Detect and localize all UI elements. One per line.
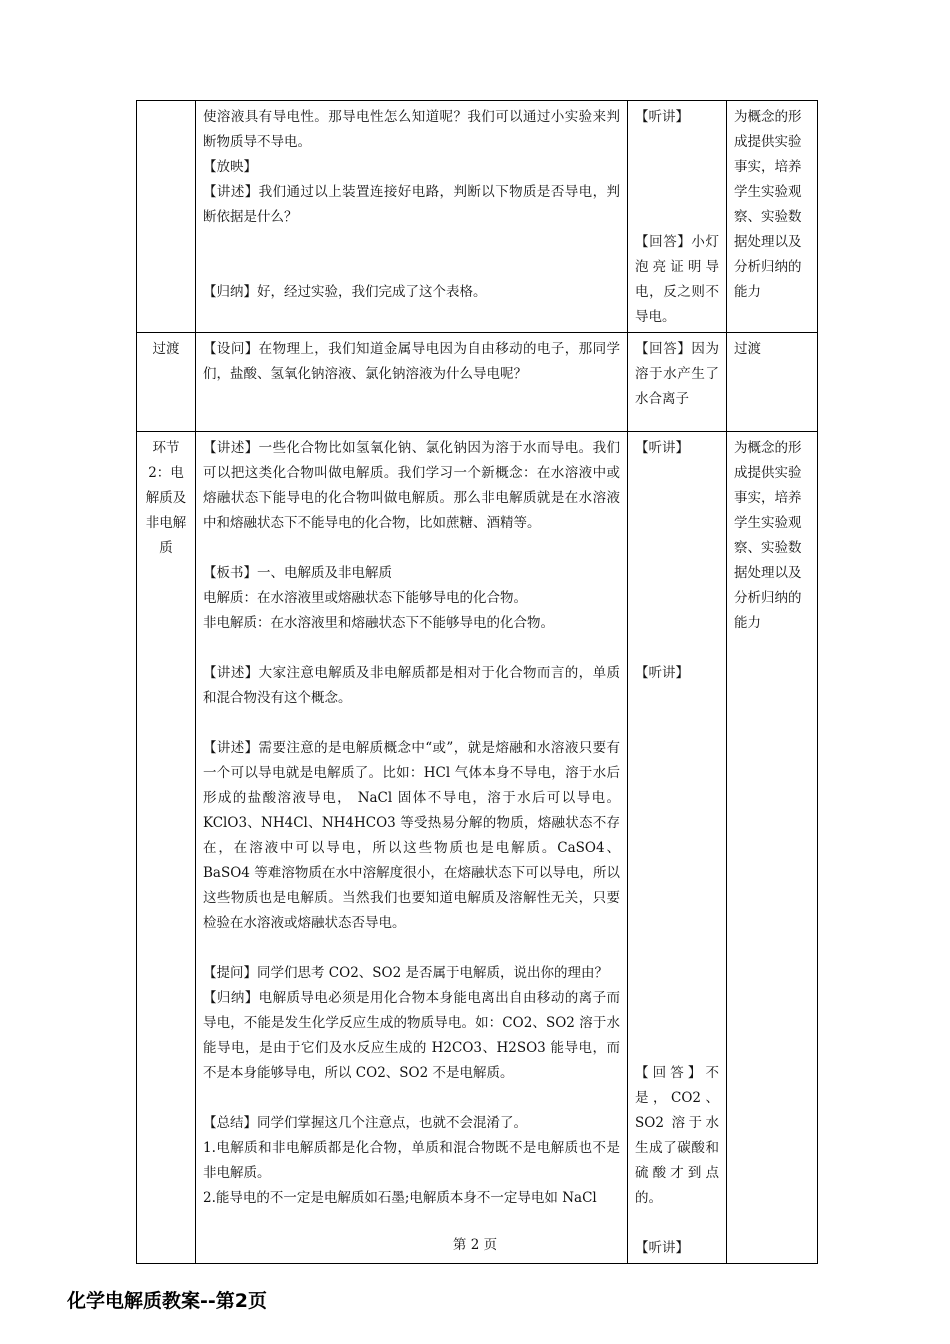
content-paragraph: 非电解质：在水溶液里和熔融状态下不能够导电的化合物。	[203, 615, 554, 631]
intent-cell: 过渡	[727, 333, 818, 432]
content-paragraph: 【提问】同学们思考 CO2、SO2 是否属于电解质，说出你的理由？	[203, 965, 608, 981]
content-paragraph: 【归纳】好，经过实验，我们完成了这个表格。	[203, 284, 487, 300]
content-paragraph: 2.能导电的不一定是电解质如石墨;电解质本身不一定导电如 NaCl	[203, 1190, 597, 1206]
student-activity: 【回答】不是，CO2、SO2 溶于水生成了碳酸和硫酸才到点的。	[635, 1065, 719, 1206]
content-cell	[196, 333, 628, 432]
intent-cell: 为概念的形成提供实验事实，培养学生实验观察、实验数据处理以及分析归纳的能力	[727, 101, 818, 333]
student-activity: 【听讲】	[635, 109, 689, 125]
stage-cell: 过渡	[137, 333, 196, 432]
content-paragraph: 【讲述】大家注意电解质及非电解质都是相对于化合物而言的，单质和混合物没有这个概念。	[203, 665, 620, 706]
content-paragraph: 【讲述】我们通过以上装置连接好电路，判断以下物质是否导电，判断依据是什么？	[203, 184, 620, 225]
content-paragraph: 【放映】	[203, 159, 257, 175]
lesson-plan-table	[136, 100, 818, 1264]
content-paragraph: 【讲述】需要注意的是电解质概念中“或”，就是熔融和水溶液只要有一个可以导电就是电解质了。比如：HCl 气体本身不导电，溶于水后形成的盐酸溶液导电， NaCl 固体不导电，溶于水后可以导电。KClO3、NH4Cl、NH4HCO3 等受热易分解的物质，熔融状态不存在，在溶液中可以导电，所以这些物质也是电解质。CaSO4、BaSO4 等难溶物质在水中溶解度很小，在熔融状态下可以导电，所以这些物质也是电解质。当然我们也要知道电解质及溶解性无关，只要检验在水溶液或熔融状态否导电。	[203, 740, 620, 931]
document-caption: 化学电解质教案--第2页	[67, 1290, 267, 1312]
content-paragraph: 【归纳】电解质导电必须是用化合物本身能电离出自由移动的离子而导电，不能是发生化学反应生成的物质导电。如：CO2、SO2 溶于水能导电，是由于它们及水反应生成的 H2CO3、H2SO3 能导电，而不是本身能够导电，所以 CO2、SO2 不是电解质。	[203, 990, 620, 1081]
stage-cell	[137, 101, 196, 333]
content-cell	[196, 101, 628, 333]
student-cell	[628, 432, 727, 1264]
content-paragraph: 【板书】一、电解质及非电解质	[203, 565, 392, 581]
stage-cell: 环节2：电解质及非电解质	[137, 432, 196, 1264]
student-activity: 【听讲】	[635, 1240, 689, 1256]
content-cell	[196, 432, 628, 1264]
page-number: 第 2 页	[452, 1237, 498, 1253]
student-activity: 【听讲】	[635, 440, 689, 456]
table-row	[137, 333, 818, 432]
student-activity: 【回答】小灯泡亮证明导电，反之则不导电。	[635, 234, 719, 325]
content-paragraph: 使溶液具有导电性。那导电性怎么知道呢？我们可以通过小实验来判断物质导不导电。	[203, 109, 620, 150]
table-row	[137, 432, 818, 1264]
content-paragraph: 电解质：在水溶液里或熔融状态下能够导电的化合物。	[203, 590, 527, 606]
table-row	[137, 101, 818, 333]
content-paragraph: 【设问】在物理上，我们知道金属导电因为自由移动的电子，那同学们，盐酸、氢氧化钠溶液、氯化钠溶液为什么导电呢？	[203, 341, 620, 382]
student-cell	[628, 101, 727, 333]
student-activity: 【听讲】	[635, 665, 689, 681]
intent-cell: 为概念的形成提供实验事实，培养学生实验观察、实验数据处理以及分析归纳的能力	[727, 432, 818, 1264]
content-paragraph: 【总结】同学们掌握这几个注意点，也就不会混淆了。	[203, 1115, 527, 1131]
content-paragraph: 1.电解质和非电解质都是化合物，单质和混合物既不是电解质也不是非电解质。	[203, 1140, 620, 1181]
content-paragraph: 【讲述】一些化合物比如氢氧化钠、氯化钠因为溶于水而导电。我们可以把这类化合物叫做电解质。我们学习一个新概念：在水溶液中或熔融状态下能导电的化合物叫做电解质。那么非电解质就是在水溶液中和熔融状态下不能导电的化合物，比如蔗糖、酒精等。	[203, 440, 620, 531]
student-cell: 【回答】因为溶于水产生了水合离子	[628, 333, 727, 432]
